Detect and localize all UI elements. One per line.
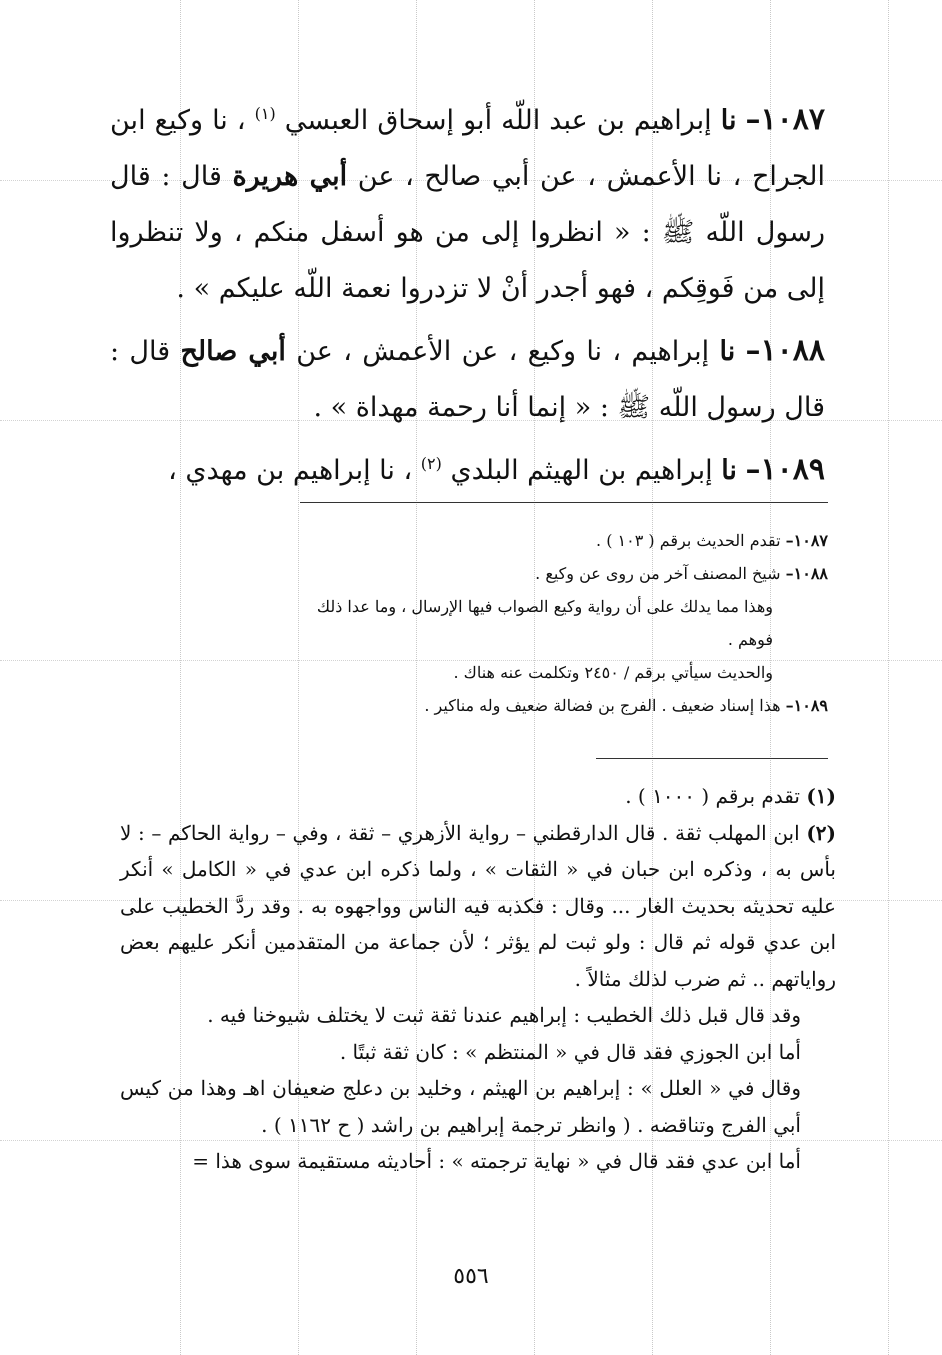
- narrator-name: أبي صالح: [180, 336, 286, 367]
- hadith-number: ١٠٨٧–: [745, 102, 825, 137]
- hadith-number: ١٠٨٨–: [745, 333, 825, 368]
- narrator-name: أبي هريرة: [232, 161, 348, 192]
- page-number: ٥٥٦: [453, 1264, 489, 1289]
- footnote-marker: (٢): [806, 820, 836, 845]
- hadith-1087: [110, 92, 825, 317]
- hadith-segment: قال : قال رسول اللّه ﷺ : « إنما أنا رحمة مهداة » .: [110, 336, 825, 423]
- hadith-segment: ، نا وكيع ابن الجراح ، نا الأعمش ، عن أبي صالح ، عن: [110, 105, 825, 192]
- note-number: ١٠٨٩–: [785, 696, 828, 715]
- footnote-ref: (٢): [420, 454, 442, 473]
- commentary-notes: [300, 524, 828, 722]
- note-text: هذا إسناد ضعيف . الفرج بن فضالة ضعيف وله مناكير .: [424, 696, 786, 715]
- chain-marker: نا: [720, 105, 737, 136]
- grid-line: [888, 0, 889, 1355]
- footnote-text: ابن المهلب ثقة . قال الدارقطني – رواية الأزهري – ثقة ، وفي – رواية الحاكم – : لا بأس به ، وذكره ابن حبان في « الثقات » ، ولما ذكره ابن عدي في « الكامل » أنكر عليه تحديثه بحديث الغار ... وقال : فكذبه فيه الناس وواجهوه به . وقد ردَّ الخطيب على ابن عدي قوله ثم قال : ولو ثبت لم يؤثر ؛ لأن جماعة من المتقدمين أنكر عليهم بعض رواياتهم .. ثم ضرب لذلك مثالاً .: [120, 820, 836, 991]
- hadith-1088: [110, 323, 825, 436]
- footnote-2: [120, 815, 836, 998]
- chain-marker: نا: [721, 455, 737, 486]
- note-text: تقدم الحديث برقم ( ١٠٣ ) .: [596, 531, 786, 550]
- hadith-segment: إبراهيم بن الهيثم البلدي: [441, 455, 722, 486]
- note-1089: [300, 689, 828, 722]
- chain-marker: نا: [719, 336, 736, 367]
- note-continuation: والحديث سيأتي برقم / ٢٤٥٠ وتكلمت عنه هناك .: [453, 663, 773, 682]
- footnote-paragraph: وقد قال قبل ذلك الخطيب : إبراهيم عندنا ثقة ثبت لا يختلف شيوخنا فيه .: [207, 1003, 801, 1027]
- hadith-number: ١٠٨٩–: [745, 452, 825, 487]
- hadith-segment: قال : قال رسول اللّه ﷺ : « انظروا إلى من هو أسفل منكم ، ولا تنظروا إلى من فَوقِكم ، فهو أجدر أنْ لا تزدروا نعمة اللّه عليكم » .: [110, 161, 825, 304]
- hadith-text: [110, 92, 825, 505]
- footnote-paragraph: وقال في « العلل » : إبراهيم بن الهيثم ، وخليد بن دعلج ضعيفان اهـ وهذا من كيس أبي الفرج وتناقضه . ( وانظر ترجمة إبراهيم بن راشد ( ح ١١٦٢ ) .: [120, 1076, 801, 1137]
- footnote-text: تقدم برقم ( ١٠٠٠ ) .: [625, 784, 807, 808]
- hadith-1089: [110, 442, 825, 499]
- hadith-segment: إبراهيم بن عبد اللّه أبو إسحاق العبسي: [275, 105, 721, 136]
- separator-rule: [300, 502, 828, 503]
- hadith-segment: إبراهيم ، نا وكيع ، عن الأعمش ، عن: [285, 336, 720, 367]
- note-text: شيخ المصنف آخر من روى عن وكيع .: [535, 564, 786, 583]
- hadith-segment: ، نا إبراهيم بن مهدي ،: [168, 455, 421, 486]
- footnote-rule: [596, 758, 828, 759]
- footnote-paragraph: أما ابن الجوزي فقد قال في « المنتظم » : كان ثقة ثبتًا .: [339, 1039, 801, 1064]
- footnote-1: [120, 778, 836, 815]
- note-number: ١٠٨٨–: [785, 564, 828, 583]
- footnote-ref: (١): [254, 104, 276, 123]
- footnote-paragraph: أما ابن عدي فقد قال في « نهاية ترجمته » : أحاديثه مستقيمة سوى هذا =: [192, 1149, 801, 1173]
- note-1088: [300, 557, 828, 590]
- footnote-marker: (١): [806, 784, 836, 808]
- note-continuation: وهذا مما يدلك على أن رواية وكيع الصواب فيها الإرسال ، وما عدا ذلك فوهم .: [316, 597, 773, 649]
- footnotes: [120, 778, 836, 1180]
- note-number: ١٠٨٧–: [785, 531, 828, 550]
- note-1087: [300, 524, 828, 557]
